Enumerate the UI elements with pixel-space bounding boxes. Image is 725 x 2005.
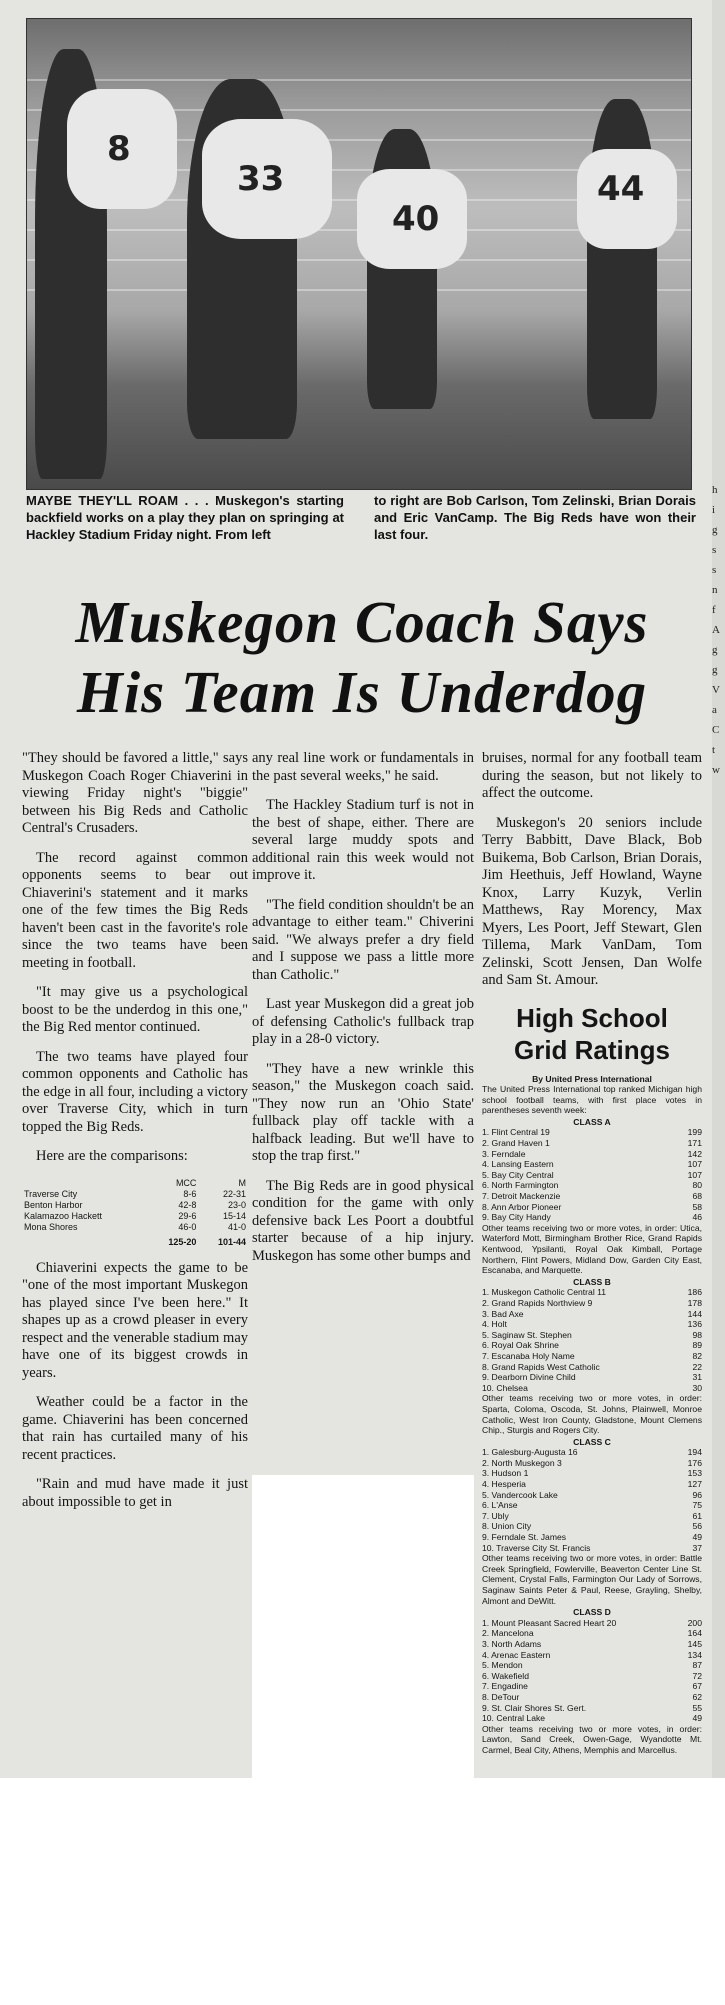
- ranking-team: 3. North Adams: [482, 1638, 542, 1649]
- ranking-points: 58: [692, 1201, 702, 1212]
- ranking-points: 49: [692, 1713, 702, 1724]
- ranking-row: [482, 1202, 702, 1213]
- ranking-points: 178: [687, 1297, 702, 1308]
- ranking-team: 5. Vandercook Lake: [482, 1489, 558, 1500]
- ranking-points: 136: [687, 1319, 702, 1330]
- ranking-team: 4. Lansing Eastern: [482, 1159, 554, 1170]
- ranking-points: 72: [692, 1670, 702, 1681]
- ranking-team: 6. L'Anse: [482, 1500, 518, 1511]
- ranking-team: 4. Holt: [482, 1319, 507, 1330]
- edge-fragment: f: [712, 604, 716, 616]
- ranking-points: 107: [687, 1169, 702, 1180]
- ranking-team: 9. Ferndale St. James: [482, 1532, 567, 1543]
- ranking-row: [482, 1159, 702, 1170]
- ranking-points: 107: [687, 1159, 702, 1170]
- class-d-label: CLASS D: [573, 1607, 611, 1618]
- ranking-row: [482, 1468, 702, 1479]
- ranking-team: 10. Central Lake: [482, 1713, 546, 1724]
- ranking-points: 49: [692, 1532, 702, 1543]
- comparison-table: [22, 1178, 248, 1248]
- ranking-row: [482, 1671, 702, 1682]
- ranking-points: 134: [687, 1649, 702, 1660]
- totals-label: [22, 1233, 149, 1248]
- ranking-row: [482, 1490, 702, 1501]
- article-paragraph: The record against common opponents seems to bear out Chiaverini's statement and it marks one of the few times the Big Reds haven't been cast in the favorite's role since the two teams have been meeting in football.: [22, 849, 248, 971]
- ranking-points: 186: [687, 1287, 702, 1298]
- ranking-points: 68: [692, 1191, 702, 1202]
- score-cell: 15-14: [222, 1210, 246, 1221]
- edge-fragment: i: [712, 504, 716, 516]
- ranking-row: [482, 1309, 702, 1320]
- score-cell: 46-0: [178, 1221, 197, 1232]
- score-cell: 41-0: [227, 1221, 246, 1232]
- photo-caption-left: MAYBE THEY'LL ROAM . . . Muskegon's starting backfield works on a play they plan on springing at Hackley Stadium Friday night. From left: [26, 493, 344, 542]
- edge-fragment: g: [712, 524, 718, 536]
- ranking-team: 5. Mendon: [482, 1660, 523, 1671]
- ranking-row: [482, 1287, 702, 1298]
- ranking-points: 98: [692, 1329, 702, 1340]
- ranking-team: 7. Detroit Mackenzie: [482, 1191, 561, 1202]
- class-b-others: Other teams receiving two or more votes, in order: Sparta, Coloma, Oscoda, St. Johns, Plainwell, Monroe Catholic, West Iron County, Gladstone, Mount Clemens Chip., Sturgis and Rogers City.: [482, 1393, 702, 1436]
- ranking-row: [482, 1149, 702, 1160]
- totals-row: [22, 1233, 248, 1248]
- article-column-1: [22, 750, 248, 1523]
- ranking-row: [482, 1650, 702, 1661]
- class-a-label: CLASS A: [573, 1116, 611, 1127]
- article-paragraph: The two teams have played four common opponents and Catholic has the edge in all four, including a victory over Traverse City, which in turn topped the Big Reds.: [22, 1048, 248, 1135]
- ranking-points: 62: [692, 1691, 702, 1702]
- ranking-row: [482, 1532, 702, 1543]
- ranking-team: 2. Grand Rapids Northview 9: [482, 1297, 593, 1308]
- ranking-points: 75: [692, 1500, 702, 1511]
- table-row: [22, 1200, 248, 1211]
- ranking-points: 176: [687, 1457, 702, 1468]
- ranking-points: 145: [687, 1638, 702, 1649]
- ranking-points: 30: [692, 1382, 702, 1393]
- ranking-team: 6. North Farmington: [482, 1180, 559, 1191]
- ranking-team: 4. Arenac Eastern: [482, 1649, 551, 1660]
- ranking-team: 1. Galesburg-Augusta 16: [482, 1447, 578, 1458]
- article-paragraph: any real line work or fundamentals in the past several weeks," he said.: [252, 750, 474, 784]
- ranking-team: 8. Ann Arbor Pioneer: [482, 1201, 562, 1212]
- ranking-row: [482, 1628, 702, 1639]
- jersey-number: 8: [107, 129, 131, 169]
- article-paragraph: "They should be favored a little," says Muskegon Coach Roger Chiaverini in viewing Friday night's "biggie" between his Big Reds and Catholic Central's Crusaders.: [22, 750, 248, 836]
- ranking-team: 4. Hesperia: [482, 1479, 526, 1490]
- ranking-row: [482, 1713, 702, 1724]
- ranking-team: 7. Ubly: [482, 1510, 509, 1521]
- class-a-others: Other teams receiving two or more votes, in order: Utica, Waterford Mott, Birmingham Brother Rice, Grand Rapids Kentwood, Ypsilanti, Royal Oak Kimball, Portage Northern, Flint Powers, Midland Dow, Garden City East, Escanaba, and Marquette.: [482, 1222, 702, 1276]
- opponent-cell: Mona Shores: [24, 1221, 78, 1232]
- ranking-row: [482, 1180, 702, 1191]
- ranking-team: 7. Engadine: [482, 1681, 528, 1692]
- class-c-others: Other teams receiving two or more votes, in order: Battle Creek Springfield, Fowlerville, Beaverton Center Line St. Clement, Crystal Falls, Farmington Our Lady of Sorrows, Saginaw Saints Peter & Paul, Reese, Grayling, Shelby, Almont and DeWitt.: [482, 1553, 702, 1606]
- ranking-row: [482, 1692, 702, 1703]
- ranking-points: 55: [692, 1702, 702, 1713]
- article-paragraph: "They have a new wrinkle this season," the Muskegon coach said. "They now run an 'Ohio State' fullback play off tackle with a halfback leading. But we'll have to stop the trap first.": [252, 1060, 474, 1164]
- ranking-row: [482, 1351, 702, 1362]
- totals-cell: 125-20: [168, 1236, 197, 1247]
- ranking-points: 37: [692, 1542, 702, 1553]
- class-d-rankings: [482, 1618, 702, 1724]
- comparison-header: MCC: [175, 1177, 197, 1188]
- ranking-row: [482, 1543, 702, 1554]
- article-paragraph: Last year Muskegon did a great job of defensing Catholic's fullback trap play in a 28-0 victory.: [252, 996, 474, 1047]
- edge-fragment: n: [712, 584, 718, 596]
- ranking-row: [482, 1372, 702, 1383]
- ranking-team: 10. Chelsea: [482, 1382, 528, 1393]
- article-paragraph: bruises, normal for any football team during the season, but not likely to affect the outcome.: [482, 750, 702, 801]
- ranking-team: 9. Bay City Handy: [482, 1212, 551, 1223]
- ranking-team: 1. Flint Central 19: [482, 1127, 550, 1138]
- opponent-cell: Benton Harbor: [24, 1199, 83, 1210]
- ranking-points: 80: [692, 1180, 702, 1191]
- opponent-cell: Traverse City: [24, 1188, 78, 1199]
- ranking-row: [482, 1681, 702, 1692]
- article-column-2: [252, 750, 474, 1277]
- score-cell: 42-8: [178, 1199, 197, 1210]
- ranking-row: [482, 1191, 702, 1202]
- ranking-row: [482, 1138, 702, 1149]
- ranking-row: [482, 1383, 702, 1394]
- ranking-row: [482, 1212, 702, 1223]
- edge-fragment: g: [712, 664, 718, 676]
- ranking-team: 2. Mancelona: [482, 1628, 534, 1639]
- ranking-row: [482, 1330, 702, 1341]
- ranking-team: 5. Saginaw St. Stephen: [482, 1329, 572, 1340]
- class-b-rankings: [482, 1287, 702, 1393]
- ranking-points: 22: [692, 1361, 702, 1372]
- edge-fragment: a: [712, 704, 717, 716]
- comparison-header: M: [238, 1177, 246, 1188]
- grid-ratings: [482, 1074, 702, 1756]
- ranking-points: 56: [692, 1521, 702, 1532]
- ranking-row: [482, 1458, 702, 1469]
- backfield-photo: [26, 18, 692, 490]
- ranking-points: 82: [692, 1350, 702, 1361]
- score-cell: 23-0: [227, 1199, 246, 1210]
- ranking-team: 1. Muskegon Catholic Central 11: [482, 1287, 607, 1298]
- article-paragraph: The Hackley Stadium turf is not in the best of shape, either. There are several large muddy spots and additional rain this week would not improve it.: [252, 797, 474, 883]
- jersey-number: 44: [597, 169, 645, 209]
- edge-fragment: C: [712, 724, 720, 736]
- edge-fragment: s: [712, 544, 717, 556]
- ranking-row: [482, 1639, 702, 1650]
- headline-line-1: Muskegon Coach Says: [75, 589, 649, 655]
- ranking-row: [482, 1618, 702, 1629]
- ranking-team: 3. Ferndale: [482, 1148, 526, 1159]
- ranking-row: [482, 1298, 702, 1309]
- ranking-row: [482, 1703, 702, 1714]
- ranking-row: [482, 1340, 702, 1351]
- jersey-number: 33: [237, 159, 285, 199]
- score-cell: 8-6: [183, 1188, 197, 1199]
- edge-fragment: h: [712, 484, 718, 496]
- ranking-row: [482, 1362, 702, 1373]
- ranking-row: [482, 1447, 702, 1458]
- class-d-others: Other teams receiving two or more votes, in order: Lawton, Sand Creek, Owen-Gage, Wyandotte Mt. Carmel, Beal City, Athens, Memphis and Marcellus.: [482, 1723, 702, 1755]
- ratings-intro: The United Press International top ranked Michigan high school football teams, with first place votes in parentheses seventh week:: [482, 1084, 702, 1116]
- player-silhouette: [587, 99, 657, 419]
- ranking-team: 1. Mount Pleasant Sacred Heart 20: [482, 1617, 617, 1628]
- ranking-points: 194: [687, 1447, 702, 1458]
- comparison-header: [22, 1178, 149, 1189]
- ranking-points: 61: [692, 1510, 702, 1521]
- class-b-label: CLASS B: [573, 1276, 611, 1287]
- article-paragraph: Weather could be a factor in the game. Chiaverini has been concerned that rain has curtailed many of his recent practices.: [22, 1394, 248, 1463]
- bleacher-row: [27, 79, 691, 81]
- ranking-row: [482, 1479, 702, 1490]
- table-row: [22, 1222, 248, 1233]
- ratings-title-line-1: High School: [516, 1002, 668, 1033]
- jersey-number: 40: [392, 199, 440, 239]
- ranking-row: [482, 1319, 702, 1330]
- article-paragraph: Here are the comparisons:: [36, 1148, 188, 1164]
- ranking-points: 87: [692, 1660, 702, 1671]
- ranking-team: 6. Royal Oak Shrine: [482, 1340, 559, 1351]
- ranking-team: 8. Grand Rapids West Catholic: [482, 1361, 600, 1372]
- ranking-points: 46: [692, 1212, 702, 1223]
- score-cell: 29-6: [178, 1210, 197, 1221]
- ranking-points: 153: [687, 1468, 702, 1479]
- edge-fragment: g: [712, 644, 718, 656]
- article-paragraph: "The field condition shouldn't be an advantage to either team." Chiverini said. "We always prefer a dry field and I suppose we pass a little more than Catholic.": [252, 896, 474, 983]
- headline-line-2: His Team Is Underdog: [76, 659, 648, 725]
- article-paragraph: Chiaverini expects the game to be "one of the most important Muskegon has played since I've been here." It shapes up as a crowd pleaser in every respect and the venerable stadium may have one of its biggest crowds in years.: [22, 1259, 248, 1381]
- ranking-row: [482, 1127, 702, 1138]
- ratings-title-line-2: Grid Ratings: [513, 1034, 670, 1065]
- ranking-team: 3. Hudson 1: [482, 1468, 529, 1479]
- ranking-team: 6. Wakefield: [482, 1670, 529, 1681]
- score-cell: 22-31: [222, 1188, 246, 1199]
- ranking-row: [482, 1500, 702, 1511]
- ranking-points: 67: [692, 1681, 702, 1692]
- table-row: [22, 1189, 248, 1200]
- ranking-row: [482, 1521, 702, 1532]
- ranking-team: 9. Dearborn Divine Child: [482, 1372, 576, 1383]
- ranking-team: 10. Traverse City St. Francis: [482, 1542, 591, 1553]
- ranking-points: 171: [687, 1138, 702, 1149]
- ranking-points: 31: [692, 1372, 702, 1383]
- ranking-row: [482, 1511, 702, 1522]
- clipping-gap: [252, 1475, 474, 1778]
- ranking-team: 3. Bad Axe: [482, 1308, 524, 1319]
- ranking-row: [482, 1660, 702, 1671]
- ranking-team: 2. North Muskegon 3: [482, 1457, 562, 1468]
- edge-fragment: V: [712, 684, 720, 696]
- ranking-points: 127: [687, 1479, 702, 1490]
- opponent-cell: Kalamazoo Hackett: [24, 1210, 103, 1221]
- ranking-team: 8. DeTour: [482, 1691, 520, 1702]
- ranking-row: [482, 1170, 702, 1181]
- ranking-points: 144: [687, 1308, 702, 1319]
- ranking-team: 7. Escanaba Holy Name: [482, 1350, 575, 1361]
- ratings-title: [482, 1002, 702, 1066]
- class-c-label: CLASS C: [573, 1436, 611, 1447]
- ranking-points: 164: [687, 1628, 702, 1639]
- class-c-rankings: [482, 1447, 702, 1553]
- ranking-points: 199: [687, 1127, 702, 1138]
- ranking-points: 142: [687, 1148, 702, 1159]
- ranking-team: 2. Grand Haven 1: [482, 1138, 550, 1149]
- ranking-points: 200: [687, 1617, 702, 1628]
- article-paragraph: "It may give us a psychological boost to be the underdog in this one," the Big Red mentor continued.: [22, 984, 248, 1035]
- ranking-team: 9. St. Clair Shores St. Gert.: [482, 1702, 587, 1713]
- edge-fragment: w: [712, 764, 720, 776]
- ranking-team: 8. Union City: [482, 1521, 532, 1532]
- ranking-team: 5. Bay City Central: [482, 1169, 554, 1180]
- article-paragraph: Muskegon's 20 seniors include Terry Babbitt, Dave Black, Bob Buikema, Bob Carlson, Brian Dorais, Jim Heethuis, Jeff Howland, Wayne Knox, Larry Kuzyk, Verlin Matthews, Ray Morency, Max Myers, Les Poort, Jeff Stewart, Glen Tillema, Mark VanDam, Tom Zelinski, Scott Jensen, Dan Wolfe and Sam St. Amour.: [482, 814, 702, 988]
- ranking-points: 89: [692, 1340, 702, 1351]
- ratings-byline: By United Press International: [532, 1073, 652, 1084]
- edge-fragment: t: [712, 744, 716, 756]
- edge-fragment: s: [712, 564, 717, 576]
- photo-caption-right: to right are Bob Carlson, Tom Zelinski, Brian Dorais and Eric VanCamp. The Big Reds have won their last four.: [374, 493, 696, 542]
- totals-cell: 101-44: [217, 1236, 246, 1247]
- ranking-points: 96: [692, 1489, 702, 1500]
- article-column-3: [482, 750, 702, 1756]
- article-paragraph: "Rain and mud have made it just about impossible to get in: [22, 1476, 248, 1510]
- class-a-rankings: [482, 1127, 702, 1222]
- article-paragraph: The Big Reds are in good physical condition for the game with only defensive back Les Poort a doubtful starter because of a hip injury. Muskegon has some other bumps and: [252, 1177, 474, 1264]
- adjacent-column-edge: [712, 0, 725, 1778]
- table-row: [22, 1211, 248, 1222]
- edge-fragment: A: [712, 624, 720, 636]
